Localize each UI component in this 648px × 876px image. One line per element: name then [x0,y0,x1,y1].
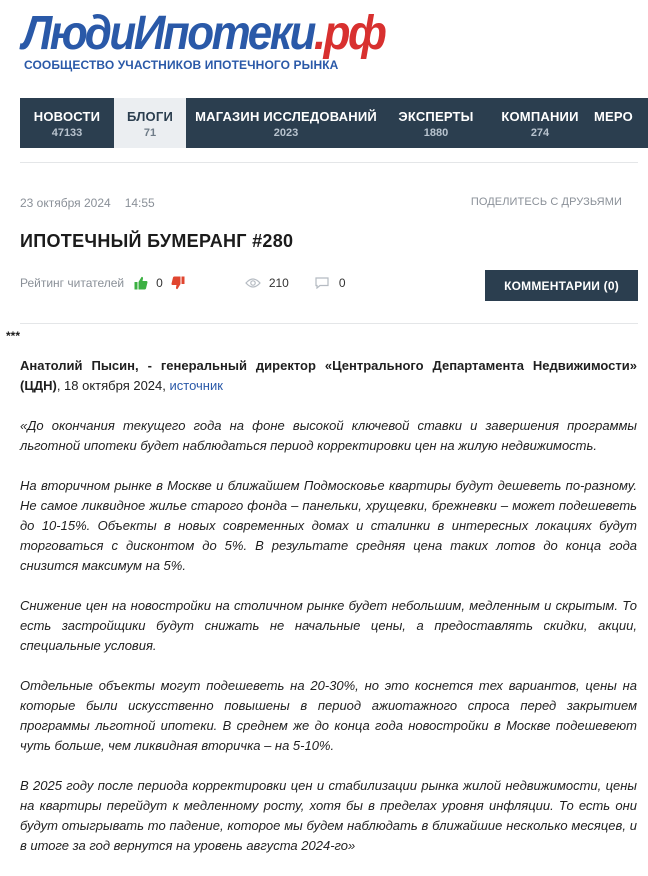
comments-button[interactable]: КОММЕНТАРИИ (0) [485,270,638,301]
share-link[interactable]: ПОДЕЛИТЕСЬ С ДРУЗЬЯМИ [470,196,622,208]
source-link[interactable]: источник [169,378,223,393]
site-logo[interactable] [22,6,385,86]
divider [20,323,638,324]
nav-item-research-shop[interactable] [186,98,386,148]
article-paragraph: Отдельные объекты могут подешеветь на 20-30%, но это коснется тех вариантов, цены на которые были искусственно повышены в период ажиотажного спроса перед закрытием программы льготной ипотеки. В среднем же до конца года новостройки в Москве подешевеют чуть больше, чем ликвидная вторичка – на 5-10%. [20,678,637,753]
rating-row [20,273,346,293]
nav-item-label: БЛОГИ [127,109,173,124]
article-paragraph: В 2025 году после периода корректировки цен и стабилизации рынка жилой недвижимости, цены на квартиры перейдут к медленному росту, хотя бы в пределах уровня инфляции. То есть они будут отыгрывать то падение, которое мы будем наблюдать в ближайшие несколько месяцев, и в итоге за год вернутся на уровень августа 2024-го» [20,778,637,853]
byline-author: Анатолий Пысин, - генеральный директор «Центрального Департамента Недвижимости» (ЦДН) [20,358,637,393]
post-time: 14:55 [124,196,155,210]
article-paragraph: На вторичном рынке в Москве и ближайшем Подмосковье квартиры будут дешеветь по-разному. Не самое ликвидное жилье старого фонда – панельки, хрущевки, брежневки – может подешеветь до 10-15%. Объекты в новых современных домах и сталинки в интересных локациях будут торговаться с дисконтом до 5%. В результате средняя цена таких лотов до конца года снизится максимум на 5%. [20,478,637,573]
nav-item-experts[interactable] [386,98,486,148]
article-paragraph: Снижение цен на новостройки на столичном рынке будет небольшим, медленным и скрытым. То есть застройщики будут снижать не начальные цены, а предоставлять скидки, акции, специальные условия. [20,598,637,653]
comment-icon [315,277,329,289]
likes-count: 0 [156,276,163,290]
nav-item-count: 47133 [51,127,83,139]
separator-stars: *** [6,329,21,343]
nav-item-label: МЕРО [594,109,633,124]
article-body [20,356,637,876]
nav-item-count: 2023 [273,127,299,139]
nav-item-news[interactable] [20,98,114,148]
post-date: 23 октября 2024 [20,196,111,210]
nav-item-label: ЭКСПЕРТЫ [398,109,474,124]
main-nav [20,98,648,148]
thumbs-down-icon[interactable] [171,276,185,290]
post-meta [20,196,155,210]
nav-item-label: НОВОСТИ [33,109,101,124]
page-title: ИПОТЕЧНЫЙ БУМЕРАНГ #280 [20,231,294,251]
nav-item-count: 1880 [423,127,449,139]
nav-item-companies[interactable] [486,98,594,148]
nav-item-events[interactable] [594,98,648,148]
article-paragraph: «До окончания текущего года на фоне высокой ключевой ставки и завершения программы льготной ипотеки будет наблюдаться период корректировки цен на жилую недвижимость. [20,418,637,453]
nav-item-blogs[interactable] [114,98,186,148]
byline-date: , 18 октября 2024, [56,378,170,393]
rating-label: Рейтинг читателей [20,276,125,290]
nav-item-label: МАГАЗИН ИССЛЕДОВАНИЙ [195,109,377,124]
comments-count: 0 [338,276,346,290]
nav-item-count: 71 [143,127,157,139]
views-count: 210 [268,276,289,290]
eye-icon [245,277,261,289]
divider [20,162,638,163]
thumbs-up-icon[interactable] [134,276,148,290]
logo-wordmark: ЛюдиИпотеки.рф [22,6,385,60]
nav-item-label: КОМПАНИИ [501,109,579,124]
nav-item-count: 274 [530,127,550,139]
byline [20,356,637,396]
logo-tagline: СООБЩЕСТВО УЧАСТНИКОВ ИПОТЕЧНОГО РЫНКА [24,58,339,72]
